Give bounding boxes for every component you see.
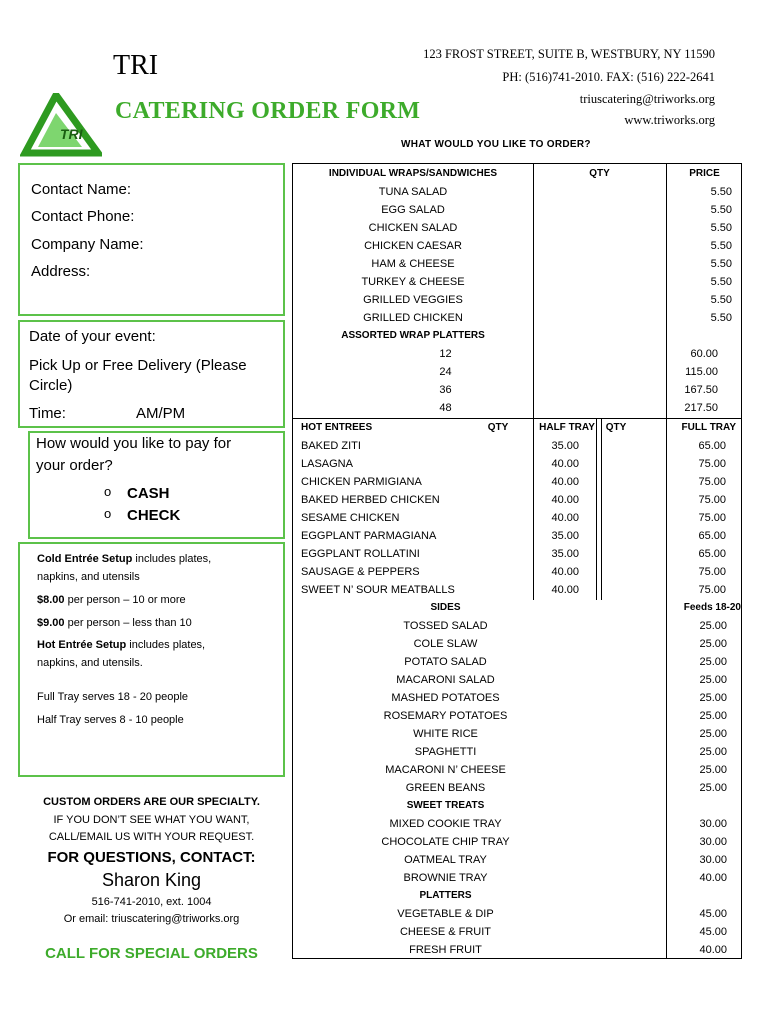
full-tray-price: 65.00 (698, 440, 726, 452)
menu-item-price: 25.00 (699, 692, 727, 704)
menu-item-price: 25.00 (699, 674, 727, 686)
full-tray-price: 75.00 (698, 458, 726, 470)
full-tray-column-header: FULL TRAY (681, 422, 736, 433)
wraps-section-header: INDIVIDUAL WRAPS/SANDWICHES (328, 168, 498, 179)
company-phone-fax: PH: (516)741-2010. FAX: (516) 222-2641 (502, 70, 715, 84)
menu-item-price: 40.00 (699, 944, 727, 956)
menu-item-name: MACARONI SALAD (396, 674, 495, 686)
menu-item-price: 25.00 (699, 656, 727, 668)
menu-item-name: MASHED POTATOES (391, 692, 500, 704)
menu-item-name: SPAGHETTI (414, 746, 477, 758)
price-column-header: PRICE (689, 168, 720, 179)
address-label: Address: (31, 263, 91, 280)
payment-question: How would you like to pay for (36, 435, 232, 452)
table-divider (293, 418, 741, 419)
full-tray-price: 65.00 (698, 530, 726, 542)
qty-column-header: QTY (487, 422, 509, 433)
menu-item-price: 5.50 (710, 258, 732, 270)
time-label: Time: (29, 405, 66, 422)
questions-heading: FOR QUESTIONS, CONTACT: (47, 849, 256, 866)
half-tray-note: Half Tray serves 8 - 10 people (37, 714, 184, 726)
menu-item-name: WHITE RICE (413, 728, 478, 740)
menu-item-name: ROSEMARY POTATOES (383, 710, 508, 722)
menu-table (292, 163, 742, 959)
menu-item-price: 30.00 (699, 818, 727, 830)
menu-item-name: TUNA SALAD (378, 186, 448, 198)
menu-item-name: GRILLED CHICKEN (363, 312, 463, 324)
payment-option-cash[interactable]: CASH (127, 485, 170, 502)
custom-orders-text-2: CALL/EMAIL US WITH YOUR REQUEST. (48, 831, 255, 843)
menu-item-name: EGGPLANT ROLLATINI (301, 548, 420, 560)
qty-column-header: QTY (589, 168, 610, 179)
price-less-than-10: $9.00 per person – less than 10 (37, 617, 192, 629)
column-divider (601, 418, 602, 600)
menu-item-name: CHEESE & FRUIT (399, 926, 492, 938)
menu-item-price: 25.00 (699, 728, 727, 740)
menu-item-name: GRILLED VEGGIES (363, 294, 463, 306)
full-tray-price: 75.00 (698, 584, 726, 596)
event-date-label: Date of your event: (29, 328, 156, 345)
menu-item-name: BAKED ZITI (301, 440, 361, 452)
menu-item-price: 25.00 (699, 620, 727, 632)
half-tray-price: 40.00 (551, 476, 579, 488)
menu-item-name: BAKED HERBED CHICKEN (301, 494, 440, 506)
sides-feeds-note: Feeds 18-20 (683, 602, 741, 613)
menu-item-name: TURKEY & CHEESE (361, 276, 465, 288)
payment-question-2: your order? (36, 457, 113, 474)
bullet-icon: o (104, 506, 112, 521)
menu-item-name: SAUSAGE & PEPPERS (301, 566, 420, 578)
menu-item-price: 5.50 (710, 186, 732, 198)
menu-item-price: 30.00 (699, 836, 727, 848)
menu-item-name: 36 (439, 384, 452, 396)
contact-phone-label: Contact Phone: (31, 208, 135, 225)
custom-orders-heading: CUSTOM ORDERS ARE OUR SPECIALTY. (43, 796, 260, 808)
menu-item-name: COLE SLAW (413, 638, 478, 650)
half-tray-price: 40.00 (551, 494, 579, 506)
full-tray-price: 75.00 (698, 566, 726, 578)
cold-setup-text-2: napkins, and utensils (37, 571, 140, 583)
platters-header: PLATTERS (419, 890, 472, 901)
menu-item-price: 5.50 (710, 276, 732, 288)
menu-item-price: 45.00 (699, 926, 727, 938)
menu-item-name: CHICKEN CAESAR (364, 240, 462, 252)
menu-item-name: HAM & CHEESE (371, 258, 455, 270)
menu-item-name: BROWNIE TRAY (403, 872, 488, 884)
full-tray-price: 65.00 (698, 548, 726, 560)
ampm-label: AM/PM (136, 405, 186, 422)
sides-header: SIDES (430, 602, 461, 613)
menu-item-name: 48 (439, 402, 452, 414)
half-tray-price: 40.00 (551, 512, 579, 524)
menu-item-price: 30.00 (699, 854, 727, 866)
menu-item-price: 167.50 (684, 384, 718, 396)
menu-item-price: 25.00 (699, 782, 727, 794)
full-tray-price: 75.00 (698, 494, 726, 506)
menu-item-price: 115.00 (685, 366, 718, 378)
menu-item-name: GREEN BEANS (405, 782, 486, 794)
half-tray-price: 35.00 (551, 530, 579, 542)
menu-item-price: 25.00 (699, 746, 727, 758)
company-address: 123 FROST STREET, SUITE B, WESTBURY, NY 11590 (423, 47, 715, 61)
menu-item-price: 45.00 (699, 908, 727, 920)
pickup-delivery-label: Pick Up or Free Delivery (Please (29, 357, 247, 374)
qty-column-header: QTY (605, 422, 627, 433)
menu-item-name: LASAGNA (301, 458, 353, 470)
half-tray-price: 35.00 (551, 440, 579, 452)
hot-setup-text: Hot Entrée Setup includes plates, (37, 639, 206, 651)
half-tray-price: 40.00 (551, 584, 579, 596)
menu-item-price: 5.50 (710, 204, 732, 216)
brand-name: TRI (113, 50, 159, 81)
full-tray-note: Full Tray serves 18 - 20 people (37, 691, 189, 703)
menu-item-price: 25.00 (699, 710, 727, 722)
menu-item-name: CHICKEN PARMIGIANA (301, 476, 422, 488)
half-tray-price: 40.00 (551, 566, 579, 578)
menu-item-name: FRESH FRUIT (409, 944, 482, 956)
menu-item-name: SWEET N’ SOUR MEATBALLS (301, 584, 455, 596)
menu-item-name: EGGPLANT PARMAGIANA (301, 530, 437, 542)
full-tray-price: 75.00 (698, 476, 726, 488)
sweet-treats-header: SWEET TREATS (406, 800, 485, 811)
menu-item-name: SESAME CHICKEN (301, 512, 400, 524)
contact-person: Sharon King (101, 870, 202, 890)
bullet-icon: o (104, 484, 112, 499)
cold-setup-text: Cold Entrée Setup includes plates, (37, 553, 212, 565)
menu-item-price: 5.50 (710, 312, 732, 324)
hot-setup-text-2: napkins, and utensils. (37, 657, 143, 669)
full-tray-price: 75.00 (698, 512, 726, 524)
menu-item-price: 5.50 (710, 294, 732, 306)
menu-item-name: MACARONI N’ CHEESE (385, 764, 506, 776)
hot-entrees-header: HOT ENTREES (301, 422, 373, 433)
menu-item-name: CHOCOLATE CHIP TRAY (381, 836, 510, 848)
menu-item-name: CHICKEN SALAD (368, 222, 458, 234)
company-email[interactable]: triuscatering@triworks.org (579, 92, 715, 106)
menu-item-price: 5.50 (710, 240, 732, 252)
payment-option-check[interactable]: CHECK (127, 507, 181, 524)
menu-item-name: OATMEAL TRAY (404, 854, 487, 866)
menu-item-price: 5.50 (710, 222, 732, 234)
menu-item-name: 24 (439, 366, 452, 378)
form-title: CATERING ORDER FORM (115, 98, 421, 124)
tri-logo (20, 93, 102, 157)
menu-item-price: 40.00 (699, 872, 727, 884)
menu-item-name: EGG SALAD (381, 204, 445, 216)
menu-item-name: POTATO SALAD (404, 656, 487, 668)
special-orders-note: CALL FOR SPECIAL ORDERS (45, 945, 258, 962)
company-name-label: Company Name: (31, 236, 144, 253)
contact-person-email[interactable]: Or email: triuscatering@triworks.org (63, 913, 240, 925)
half-tray-price: 35.00 (551, 548, 579, 560)
logo-text: TRI (60, 126, 83, 142)
menu-item-price: 25.00 (699, 764, 727, 776)
menu-item-name: 12 (439, 348, 452, 360)
company-website[interactable]: www.triworks.org (624, 113, 715, 127)
pickup-delivery-label-2: Circle) (29, 377, 73, 394)
menu-item-name: TOSSED SALAD (403, 620, 488, 632)
half-tray-column-header: HALF TRAY (539, 422, 595, 433)
contact-person-phone: 516-741-2010, ext. 1004 (91, 896, 212, 908)
menu-item-name: MIXED COOKIE TRAY (389, 818, 502, 830)
custom-orders-text: IF YOU DON’T SEE WHAT YOU WANT, (53, 814, 250, 826)
order-question: WHAT WOULD YOU LIKE TO ORDER? (401, 139, 591, 150)
column-divider (533, 164, 534, 418)
wrap-platters-header: ASSORTED WRAP PLATTERS (341, 330, 485, 341)
column-divider (596, 418, 597, 600)
menu-item-price: 25.00 (699, 638, 727, 650)
half-tray-price: 40.00 (551, 458, 579, 470)
price-10-or-more: $8.00 per person – 10 or more (37, 594, 186, 606)
contact-name-label: Contact Name: (31, 181, 132, 198)
menu-item-price: 60.00 (690, 348, 718, 360)
menu-item-price: 217.50 (684, 402, 718, 414)
menu-item-name: VEGETABLE & DIP (397, 908, 494, 920)
